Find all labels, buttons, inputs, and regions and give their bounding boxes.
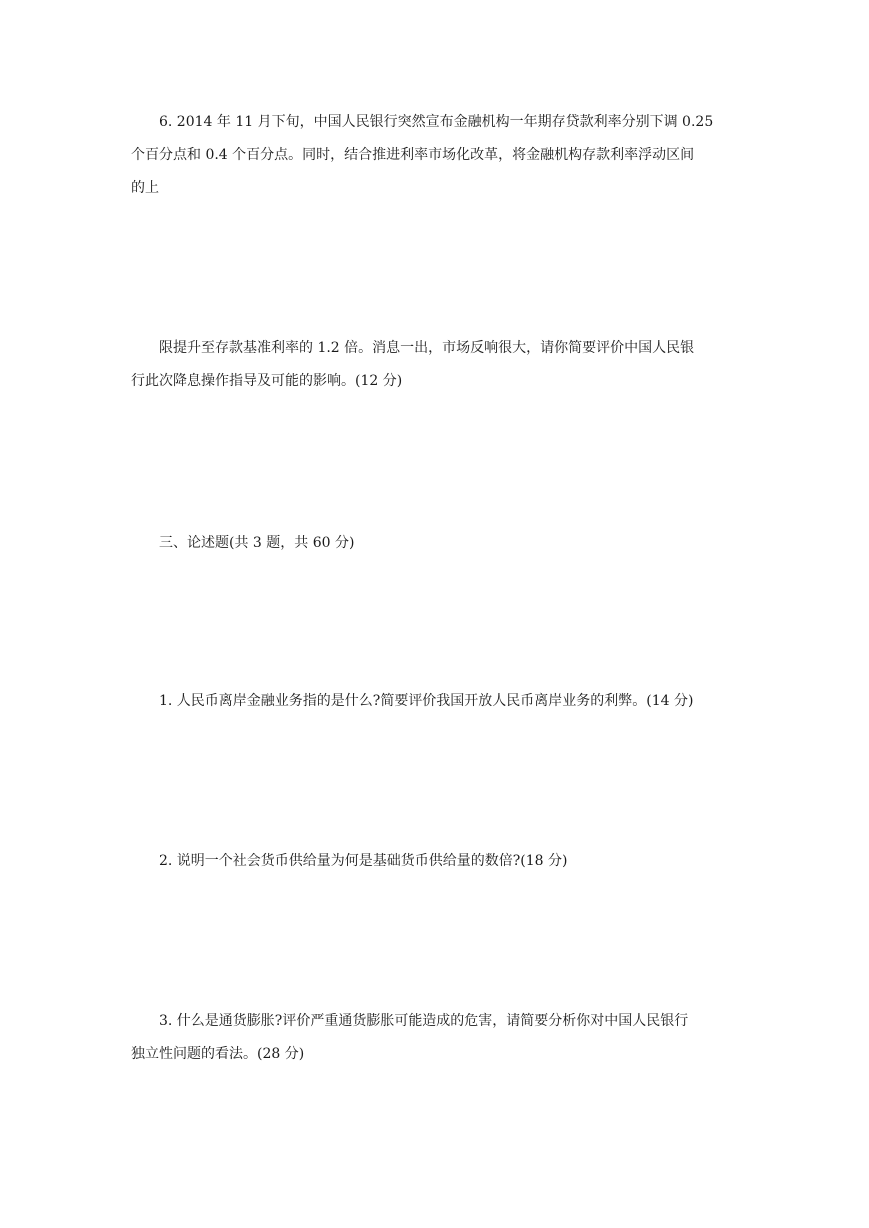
question-6-line-3: 的上 — [131, 180, 159, 196]
essay-question-3-line-2: 独立性问题的看法。(28 分) — [131, 1046, 305, 1062]
essay-question-3-line-1: 3. 什么是通货膨胀?评价严重通货膨胀可能造成的危害，请简要分析你对中国人民银行 — [159, 1013, 689, 1029]
essay-question-2 — [131, 845, 743, 878]
question-6-line-1: 6. 2014 年 11 月下旬，中国人民银行突然宣布金融机构一年期存贷款利率分别下调 0.25 — [159, 114, 714, 130]
essay-question-1-line-1: 1. 人民币离岸金融业务指的是什么?简要评价我国开放人民币离岸业务的利弊。(14 分) — [159, 693, 694, 709]
essay-question-1 — [131, 685, 743, 718]
question-6-line-5: 行此次降息操作指导及可能的影响。(12 分) — [131, 373, 403, 389]
question-6-part-2 — [131, 332, 743, 398]
section-3-heading — [131, 527, 743, 560]
section-3-heading-text: 三、论述题(共 3 题，共 60 分) — [159, 535, 355, 551]
question-6-part-1 — [131, 106, 743, 205]
essay-question-3 — [131, 1005, 743, 1071]
essay-question-2-line-1: 2. 说明一个社会货币供给量为何是基础货币供给量的数倍?(18 分) — [159, 853, 568, 869]
question-6-line-2: 个百分点和 0.4 个百分点。同时，结合推进利率市场化改革，将金融机构存款利率浮动区间 — [131, 147, 695, 163]
question-6-line-4: 限提升至存款基准利率的 1.2 倍。消息一出，市场反响很大，请你简要评价中国人民银 — [159, 340, 695, 356]
